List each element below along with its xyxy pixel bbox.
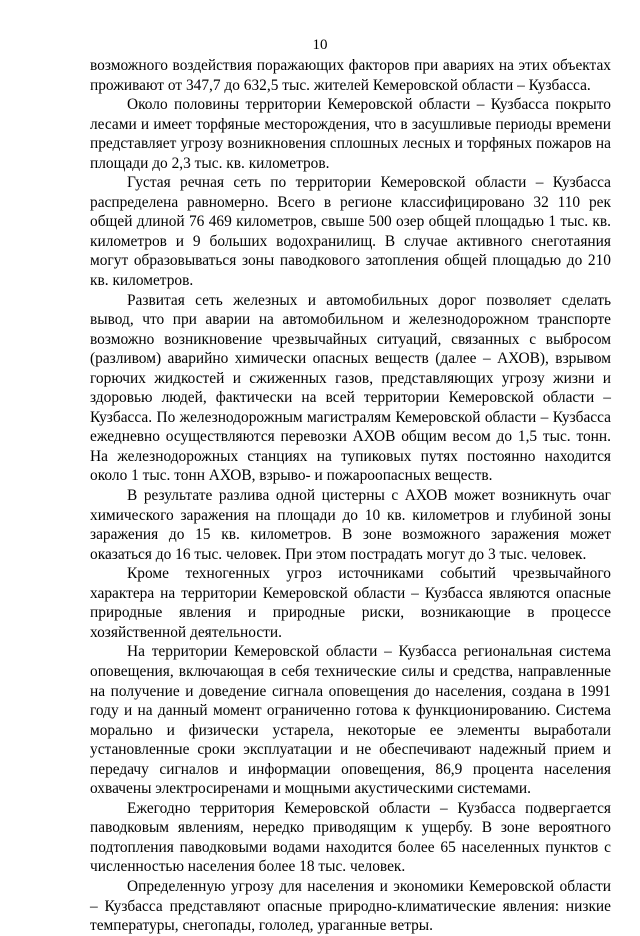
paragraph-warning-system: На территории Кемеровской области – Кузбасса региональная система оповещения, включающая в себя технические силы и средства, направленные на получение и доведение сигнала оповещения до населения, создана в 1991 году и на данный момент ограниченно готова к функционированию. Система морально и физически устарела, некоторые ее элементы выработали установленные сроки эксплуатации и не обеспечивают надежный прием и передачу сигналов и информации оповещения, 86,9 процента населения охвачены электросиренами и мощными акустическими системами. (90, 643, 611, 798)
paragraph-tank-spill: В результате разлива одной цистерны с АХОВ может возникнуть очаг химического заражения на площади до 10 кв. километров и глубиной зоны заражения до 15 кв. километров. В зоне возможного заражения может оказаться до 16 тыс. человек. При этом пострадать могут до 3 тыс. человек. (90, 487, 611, 563)
paragraph-transport: Развитая сеть железных и автомобильных дорог позволяет сделать вывод, что при аварии на автомобильном и железнодорожном транспорте возможно возникновение чрезвычайных ситуаций, связанных с выбросом (разливом) аварийно химически опасных веществ (далее – АХОВ), взрывом горючих жидкостей и сжиженных газов, представляющих угрозу жизни и здоровью людей, фактически на всей территории Кемеровской области – Кузбасса. По железнодорожным магистралям Кемеровской области – Кузбасса ежедневно осуществляются перевозки АХОВ общим весом до 1,5 тыс. тонн. На железнодорожных станциях на тупиковых путях постоянно находится около 1 тыс. тонн АХОВ, взрыво- и пожароопасных веществ. (90, 291, 611, 485)
paragraph-forests: Около половины территории Кемеровской области – Кузбасса покрыто лесами и имеет торфяные месторождения, что в засушливые периоды времени представляет угрозу возникновения сплошных лесных и торфяных пожаров на площади до 2,3 тыс. кв. километров. (90, 96, 611, 172)
paragraph-floods: Ежегодно территория Кемеровской области – Кузбасса подвергается паводковым явлениям, нередко приводящим к ущербу. В зоне вероятного подтопления паводковыми водами находится более 65 населенных пунктов с численностью населения более 18 тыс. человек. (90, 799, 611, 876)
paragraph-rivers: Густая речная сеть по территории Кемеровской области – Кузбасса распределена равномерно. Всего в регионе классифицировано 32 110 рек общей длиной 76 469 километров, свыше 500 озер общей площадью 1 тыс. кв. километров и 9 больших водохранилищ. В случае активного снеготаяния могут образовываться зоны паводкового затопления общей площадью до 210 кв. километров. (90, 174, 611, 290)
paragraph-continuation: возможного воздействия поражающих факторов при авариях на этих объектах проживают от 347,7 до 632,5 тыс. жителей Кемеровской области – Кузбасса. (90, 57, 611, 94)
document-body (90, 56, 611, 936)
paragraph-natural-hazards: Кроме техногенных угроз источниками событий чрезвычайного характера на территории Кемеровской области – Кузбасса являются опасные природные явления и природные риски, возникающие в процессе хозяйственной деятельности. (90, 565, 611, 641)
page-number: 10 (312, 37, 328, 53)
paragraph-climate: Определенную угрозу для населения и экономики Кемеровской области – Кузбасса представляют опасные природно-климатические явления: низкие температуры, снегопады, гололед, ураганные ветры. (90, 877, 611, 935)
